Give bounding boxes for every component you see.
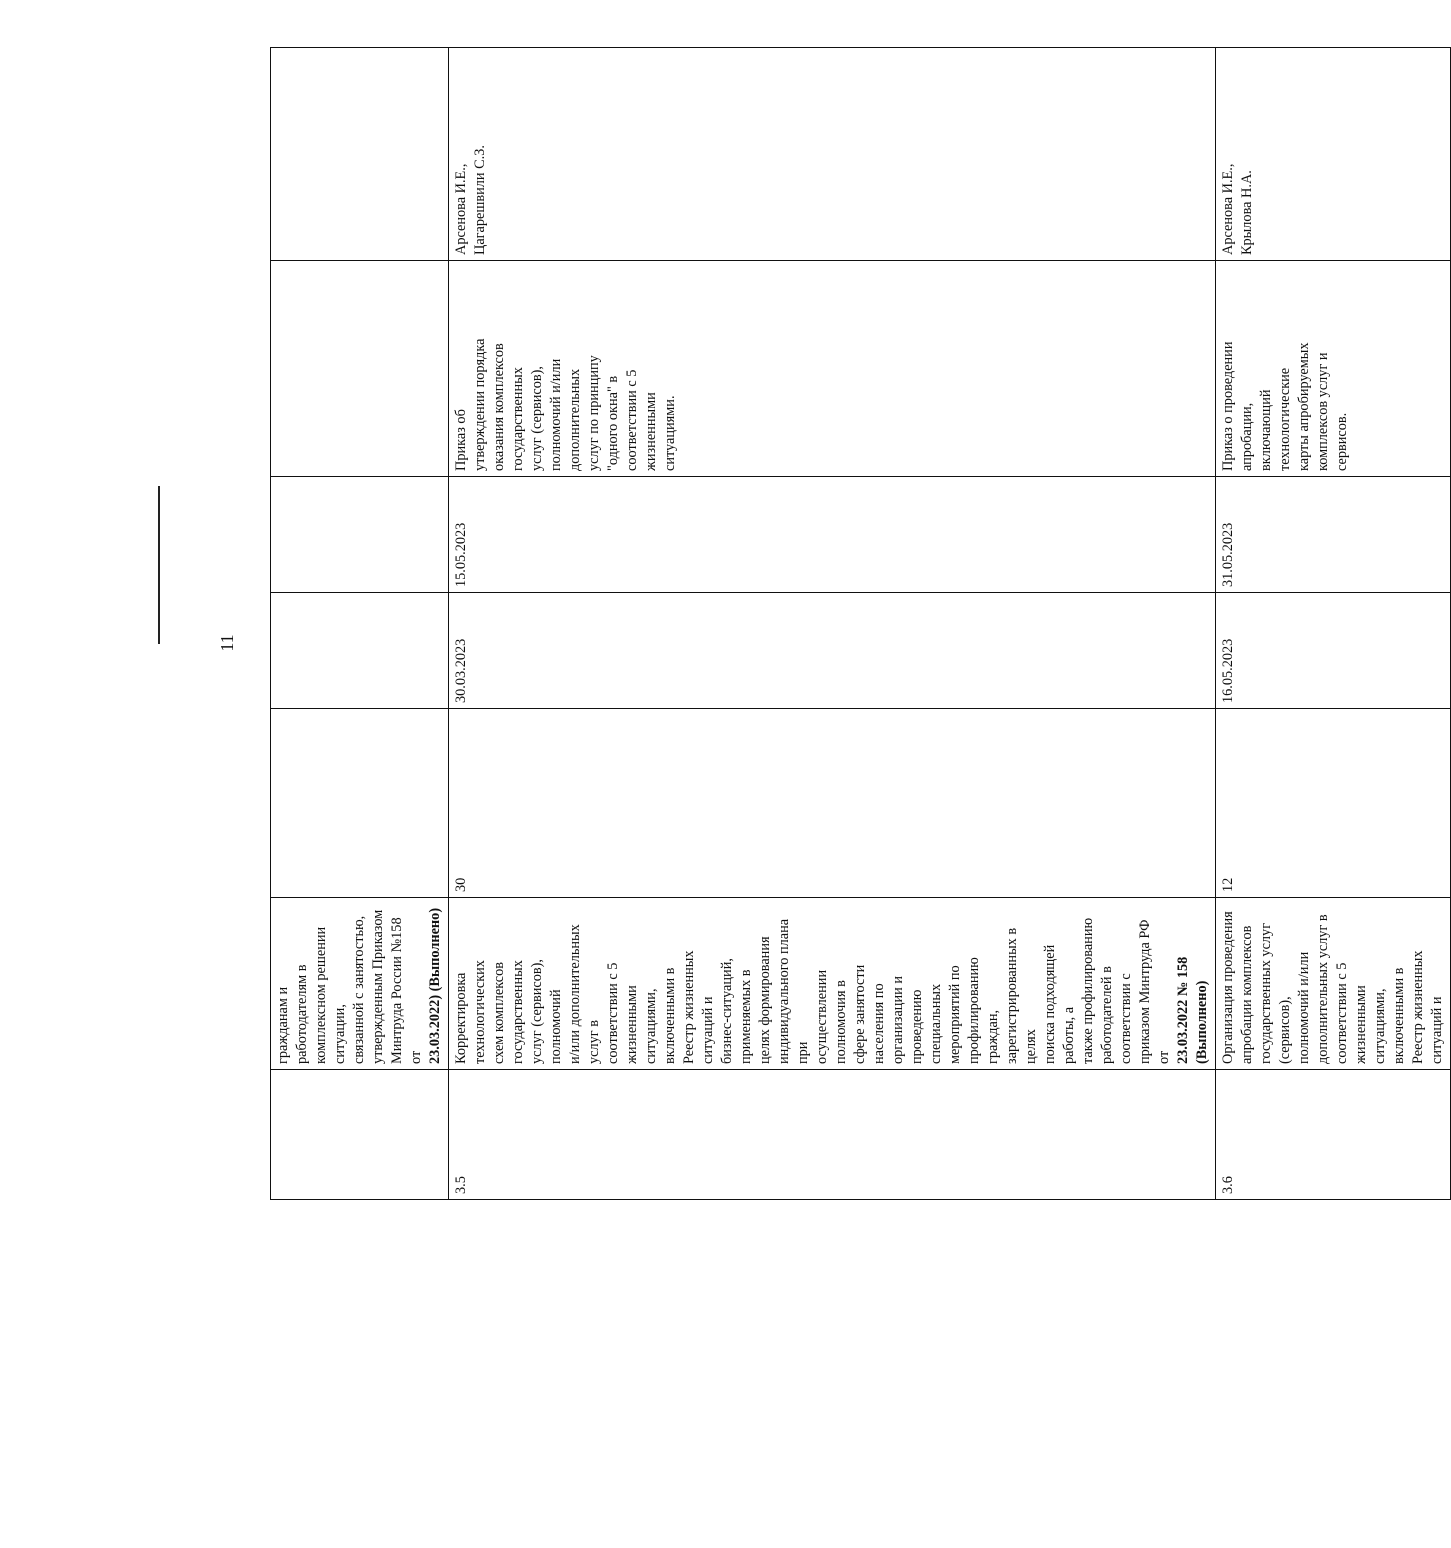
table-row bbox=[449, 48, 1216, 1200]
cell-text-line: гражданам и работодателям в bbox=[275, 964, 310, 1064]
cell-text-line: 23.03.2022 № 158 (Выполнено) bbox=[1175, 956, 1210, 1064]
cell-text-line: апробации, bbox=[1239, 402, 1255, 471]
cell-text-line: "одного окна" в bbox=[605, 375, 621, 471]
cell-text-line: государственных услуг (сервисов), bbox=[1258, 922, 1293, 1064]
cell-text-line: полномочий и/или bbox=[548, 358, 564, 471]
cell-start-date bbox=[271, 593, 449, 709]
cell-responsible bbox=[271, 48, 449, 261]
cell-text-line: апробации комплексов bbox=[1239, 925, 1255, 1064]
cell-text-line: ситуациями, включенными в bbox=[1372, 967, 1407, 1064]
cell-text-line: соответствии с 5 bbox=[624, 369, 640, 471]
cell-text-line: профилированию граждан, bbox=[966, 957, 1001, 1064]
cell-text-line: Приказ о проведении bbox=[1220, 341, 1236, 471]
cell-text-line: работодателей в соответствии с bbox=[1099, 966, 1134, 1064]
cell-text-line: услуг по принципу bbox=[586, 355, 602, 471]
cell-text-line: оказания комплексов bbox=[491, 343, 507, 471]
cell-text-line: индивидуального плана при bbox=[776, 918, 811, 1064]
cell-text-line: утвержденным Приказом bbox=[370, 909, 386, 1064]
cell-text-line: Организация проведения bbox=[1220, 911, 1236, 1064]
page-number: 11 bbox=[217, 634, 237, 652]
cell-text-line: также профилированию bbox=[1080, 917, 1096, 1064]
cell-text-line: включающий bbox=[1258, 389, 1274, 471]
cell-text-line: соответствии с 5 жизненными bbox=[1334, 962, 1369, 1064]
plan-table bbox=[270, 47, 1451, 1200]
cell-name bbox=[1216, 898, 1451, 1070]
cell-text-line: приказом Минтруда РФ от bbox=[1137, 919, 1172, 1064]
cell-text-line: Реестр жизненных ситуаций и bbox=[681, 950, 716, 1064]
cell-text-line: поиска подходящей работы, а bbox=[1042, 944, 1077, 1064]
rotated-table-container bbox=[270, 48, 1445, 1200]
cell-text-line: Корректировка технологических bbox=[453, 960, 488, 1064]
cell-text-line: карты апробируемых bbox=[1296, 342, 1312, 471]
cell-text-line: утверждении порядка bbox=[472, 338, 488, 471]
cell-id: 3.6 bbox=[1216, 1070, 1451, 1200]
cell-text-line: Минтруда России №158 от bbox=[389, 917, 424, 1064]
cell-text-line: 23.03.2022) (Выполнено) bbox=[427, 907, 443, 1064]
cell-text-line: специальных мероприятий по bbox=[928, 965, 963, 1064]
cell-count: 30 bbox=[449, 709, 1216, 898]
cell-text-line: Арсенова И.Е., bbox=[453, 163, 469, 255]
cell-text-line: жизненными bbox=[643, 392, 659, 471]
cell-text-line: комплексном решении ситуации, bbox=[313, 926, 348, 1064]
cell-text-line: государственных bbox=[510, 367, 526, 471]
cell-result bbox=[449, 261, 1216, 477]
cell-text-line: осуществлении полномочия в bbox=[814, 969, 849, 1064]
cell-text-line: схем комплексов государственных bbox=[491, 960, 526, 1064]
cell-count: 12 bbox=[1216, 709, 1451, 898]
cell-id: 3.5 bbox=[449, 1070, 1216, 1200]
table-row bbox=[1216, 48, 1451, 1200]
cell-responsible bbox=[449, 48, 1216, 261]
cell-result bbox=[271, 261, 449, 477]
cell-text-line: зарегистрированных в целях bbox=[1004, 927, 1039, 1064]
cell-name bbox=[449, 898, 1216, 1070]
cell-text-line: и/или дополнительных услуг в bbox=[567, 924, 602, 1064]
cell-start-date: 30.03.2023 bbox=[449, 593, 1216, 709]
cell-text-line: комплексов услуг и bbox=[1315, 352, 1331, 471]
header-rule bbox=[158, 486, 160, 644]
cell-text-line: технологические bbox=[1277, 367, 1293, 471]
cell-count bbox=[271, 709, 449, 898]
cell-text-line: дополнительных услуг в bbox=[1315, 914, 1331, 1064]
cell-responsible bbox=[1216, 48, 1451, 261]
cell-text-line: Приказ об bbox=[453, 409, 469, 471]
cell-text-line: бизнес-ситуаций, применяемых в bbox=[719, 958, 754, 1064]
cell-end-date bbox=[271, 477, 449, 593]
cell-end-date: 31.05.2023 bbox=[1216, 477, 1451, 593]
cell-id bbox=[271, 1070, 449, 1200]
cell-text-line: ситуациями. bbox=[662, 395, 678, 471]
cell-start-date: 16.05.2023 bbox=[1216, 593, 1451, 709]
cell-text-line: Арсенова И.Е., bbox=[1220, 163, 1236, 255]
cell-text-line: Крылова Н.А. bbox=[1239, 170, 1255, 255]
cell-text-line: сервисов. bbox=[1334, 412, 1350, 471]
table-row bbox=[271, 48, 449, 1200]
cell-name bbox=[271, 898, 449, 1070]
cell-text-line: полномочий и/или bbox=[1296, 951, 1312, 1064]
cell-end-date: 15.05.2023 bbox=[449, 477, 1216, 593]
cell-text-line: соответствии с 5 жизненными bbox=[605, 962, 640, 1064]
cell-result bbox=[1216, 261, 1451, 477]
table-body bbox=[271, 48, 1451, 1200]
cell-text-line: ситуациями, включенными в bbox=[643, 967, 678, 1064]
cell-text-line: дополнительных bbox=[567, 368, 583, 471]
cell-text-line: Цагарешвили С.З. bbox=[472, 145, 488, 255]
cell-text-line: услуг (сервисов), полномочий bbox=[529, 959, 564, 1064]
cell-text-line: Реестр жизненных ситуаций и bbox=[1410, 950, 1445, 1064]
cell-text-line: сфере занятости населения по bbox=[852, 964, 887, 1064]
cell-text-line: целях формирования bbox=[757, 936, 773, 1064]
cell-text-line: услуг (сервисов), bbox=[529, 366, 545, 471]
cell-text-line: связанной с занятостью, bbox=[351, 915, 367, 1064]
cell-text-line: организации и проведению bbox=[890, 976, 925, 1064]
